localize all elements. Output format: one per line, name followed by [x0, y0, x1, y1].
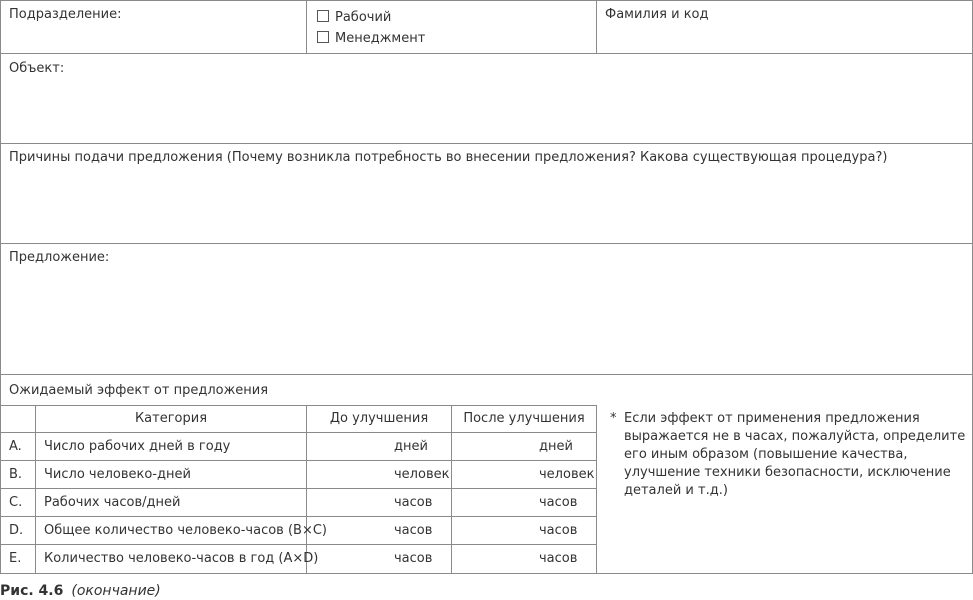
row-category: Число рабочих дней в году: [44, 439, 231, 454]
row-after-unit: дней: [539, 439, 573, 454]
effect-table-right-border: [596, 405, 597, 574]
row-before-unit: дней: [394, 439, 428, 454]
row-before-unit: часов: [394, 523, 433, 538]
form-bottom-border: [0, 573, 973, 574]
header-row-divider: [0, 53, 973, 54]
row-letter: A.: [9, 439, 22, 454]
row-after-unit: часов: [539, 551, 578, 566]
note-asterisk: *: [610, 411, 617, 426]
object-section-divider: [0, 143, 973, 144]
figure-subtitle: (окончание): [71, 583, 161, 599]
header-divider-2: [596, 0, 597, 54]
row-before-unit: часов: [394, 495, 433, 510]
object-label: Объект:: [9, 61, 65, 76]
row-category: Число человеко-дней: [44, 467, 191, 482]
option-worker[interactable]: [317, 10, 391, 26]
row-category: Общее количество человеко-часов (B×C): [44, 523, 328, 538]
option-management[interactable]: [317, 31, 425, 47]
effect-row-divider-a: [0, 460, 597, 461]
department-label: Подразделение:: [9, 7, 122, 22]
row-letter: E.: [9, 551, 22, 566]
worker-checkbox[interactable]: [317, 10, 329, 22]
effect-row-divider-c: [0, 516, 597, 517]
effect-col-before-divider: [451, 405, 452, 574]
row-before-unit: человек: [394, 467, 450, 482]
object-input-area[interactable]: [1, 80, 971, 142]
proposal-label: Предложение:: [9, 250, 110, 265]
proposal-section-divider: [0, 374, 973, 375]
column-header-after: После улучшения: [463, 411, 585, 426]
row-category: Количество человеко-часов в год (A×D): [44, 551, 319, 566]
row-before-unit: часов: [394, 551, 433, 566]
effect-col-category-divider: [306, 405, 307, 574]
figure-number: Рис. 4.6: [0, 583, 64, 599]
row-letter: D.: [9, 523, 24, 538]
row-after-unit: часов: [539, 495, 578, 510]
effect-table-top: [0, 405, 597, 406]
reasons-input-area[interactable]: [1, 170, 971, 242]
figure-caption: [0, 582, 161, 600]
row-letter: C.: [9, 495, 23, 510]
row-after-unit: часов: [539, 523, 578, 538]
worker-checkbox-label: Рабочий: [335, 10, 392, 25]
row-after-unit: человек: [539, 467, 595, 482]
reasons-section-divider: [0, 243, 973, 244]
reasons-label: Причины подачи предложения (Почему возникла потребность во внесении предложения? Какова существующая процедура?): [9, 150, 888, 165]
header-divider-1: [306, 0, 307, 54]
effect-row-divider-d: [0, 544, 597, 545]
column-header-category: Категория: [134, 411, 208, 426]
effect-title: Ожидаемый эффект от предложения: [9, 383, 269, 398]
name-code-label: Фамилия и код: [605, 7, 709, 22]
form-top-border: [0, 0, 973, 1]
effect-row-divider-b: [0, 488, 597, 489]
row-letter: B.: [9, 467, 23, 482]
effect-table-header-bottom: [0, 432, 597, 433]
proposal-input-area[interactable]: [1, 270, 971, 373]
note-text: Если эффект от применения предложения выражается не в часах, пожалуйста, определите его иным образом (повышение качества, улучшение техники безопасности, исключение деталей и т.д.): [624, 411, 966, 498]
management-checkbox[interactable]: [317, 31, 329, 43]
management-checkbox-label: Менеджмент: [335, 31, 426, 46]
effect-col-letter-divider: [35, 405, 36, 574]
column-header-before: До улучшения: [329, 411, 429, 426]
row-category: Рабочих часов/дней: [44, 495, 181, 510]
